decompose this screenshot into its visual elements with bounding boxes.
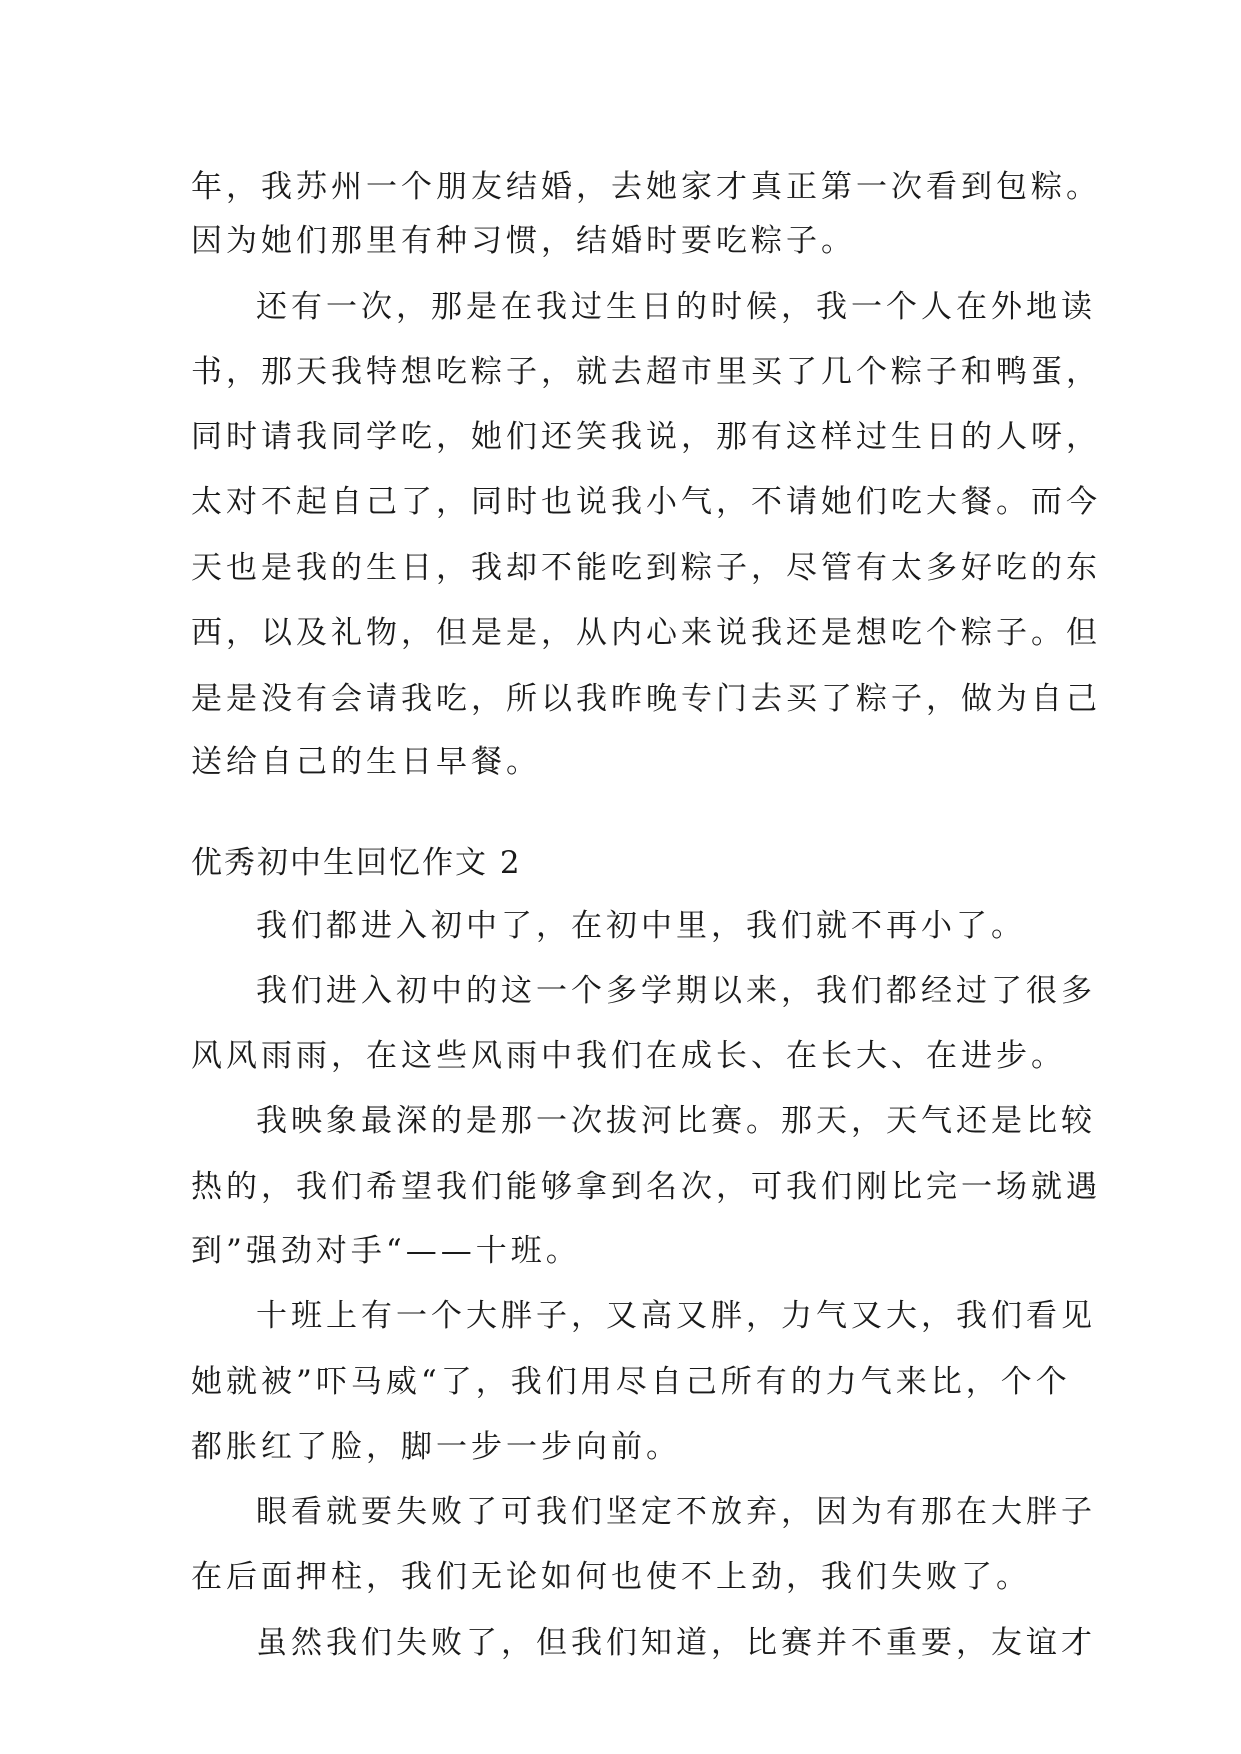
text-line: 西，以及礼物，但是是，从内心来说我还是想吃个粽子。但	[191, 615, 1101, 651]
text-line: 都胀红了脸，脚一步一步向前。	[191, 1429, 681, 1465]
text-line: 在后面押柱，我们无论如何也使不上劲，我们失败了。	[191, 1559, 1031, 1595]
paragraph-start-line: 虽然我们失败了，但我们知道，比赛并不重要，友谊才	[256, 1625, 1096, 1661]
text-line: 热的，我们希望我们能够拿到名次，可我们刚比完一场就遇	[191, 1169, 1101, 1205]
paragraph-start-line: 我们进入初中的这一个多学期以来，我们都经过了很多	[256, 973, 1096, 1009]
text-line: 太对不起自己了，同时也说我小气，不请她们吃大餐。而今	[191, 484, 1101, 520]
section-title: 优秀初中生回忆作文 2	[191, 845, 522, 881]
text-line: 年，我苏州一个朋友结婚，去她家才真正第一次看到包粽。	[191, 169, 1101, 205]
text-line: 她就被”吓马威“了，我们用尽自己所有的力气来比，个个	[191, 1364, 1071, 1400]
text-line: 送给自己的生日早餐。	[191, 744, 541, 780]
text-line: 同时请我同学吃，她们还笑我说，那有这样过生日的人呀，	[191, 419, 1101, 455]
paragraph-start-line: 我们都进入初中了，在初中里，我们就不再小了。	[256, 908, 1026, 944]
paragraph-start-line: 还有一次，那是在我过生日的时候，我一个人在外地读	[256, 289, 1096, 325]
text-line: 风风雨雨，在这些风雨中我们在成长、在长大、在进步。	[191, 1038, 1066, 1074]
text-line: 是是没有会请我吃，所以我昨晚专门去买了粽子，做为自己	[191, 681, 1101, 717]
paragraph-start-line: 十班上有一个大胖子，又高又胖，力气又大，我们看见	[256, 1298, 1096, 1334]
paragraph-start-line: 我映象最深的是那一次拔河比赛。那天，天气还是比较	[256, 1103, 1096, 1139]
paragraph-start-line: 眼看就要失败了可我们坚定不放弃，因为有那在大胖子	[256, 1494, 1096, 1530]
text-line: 天也是我的生日，我却不能吃到粽子，尽管有太多好吃的东	[191, 550, 1101, 586]
text-line: 因为她们那里有种习惯，结婚时要吃粽子。	[191, 223, 856, 259]
text-line: 书，那天我特想吃粽子，就去超市里买了几个粽子和鸭蛋，	[191, 354, 1101, 390]
text-line: 到”强劲对手“——十班。	[191, 1233, 581, 1269]
